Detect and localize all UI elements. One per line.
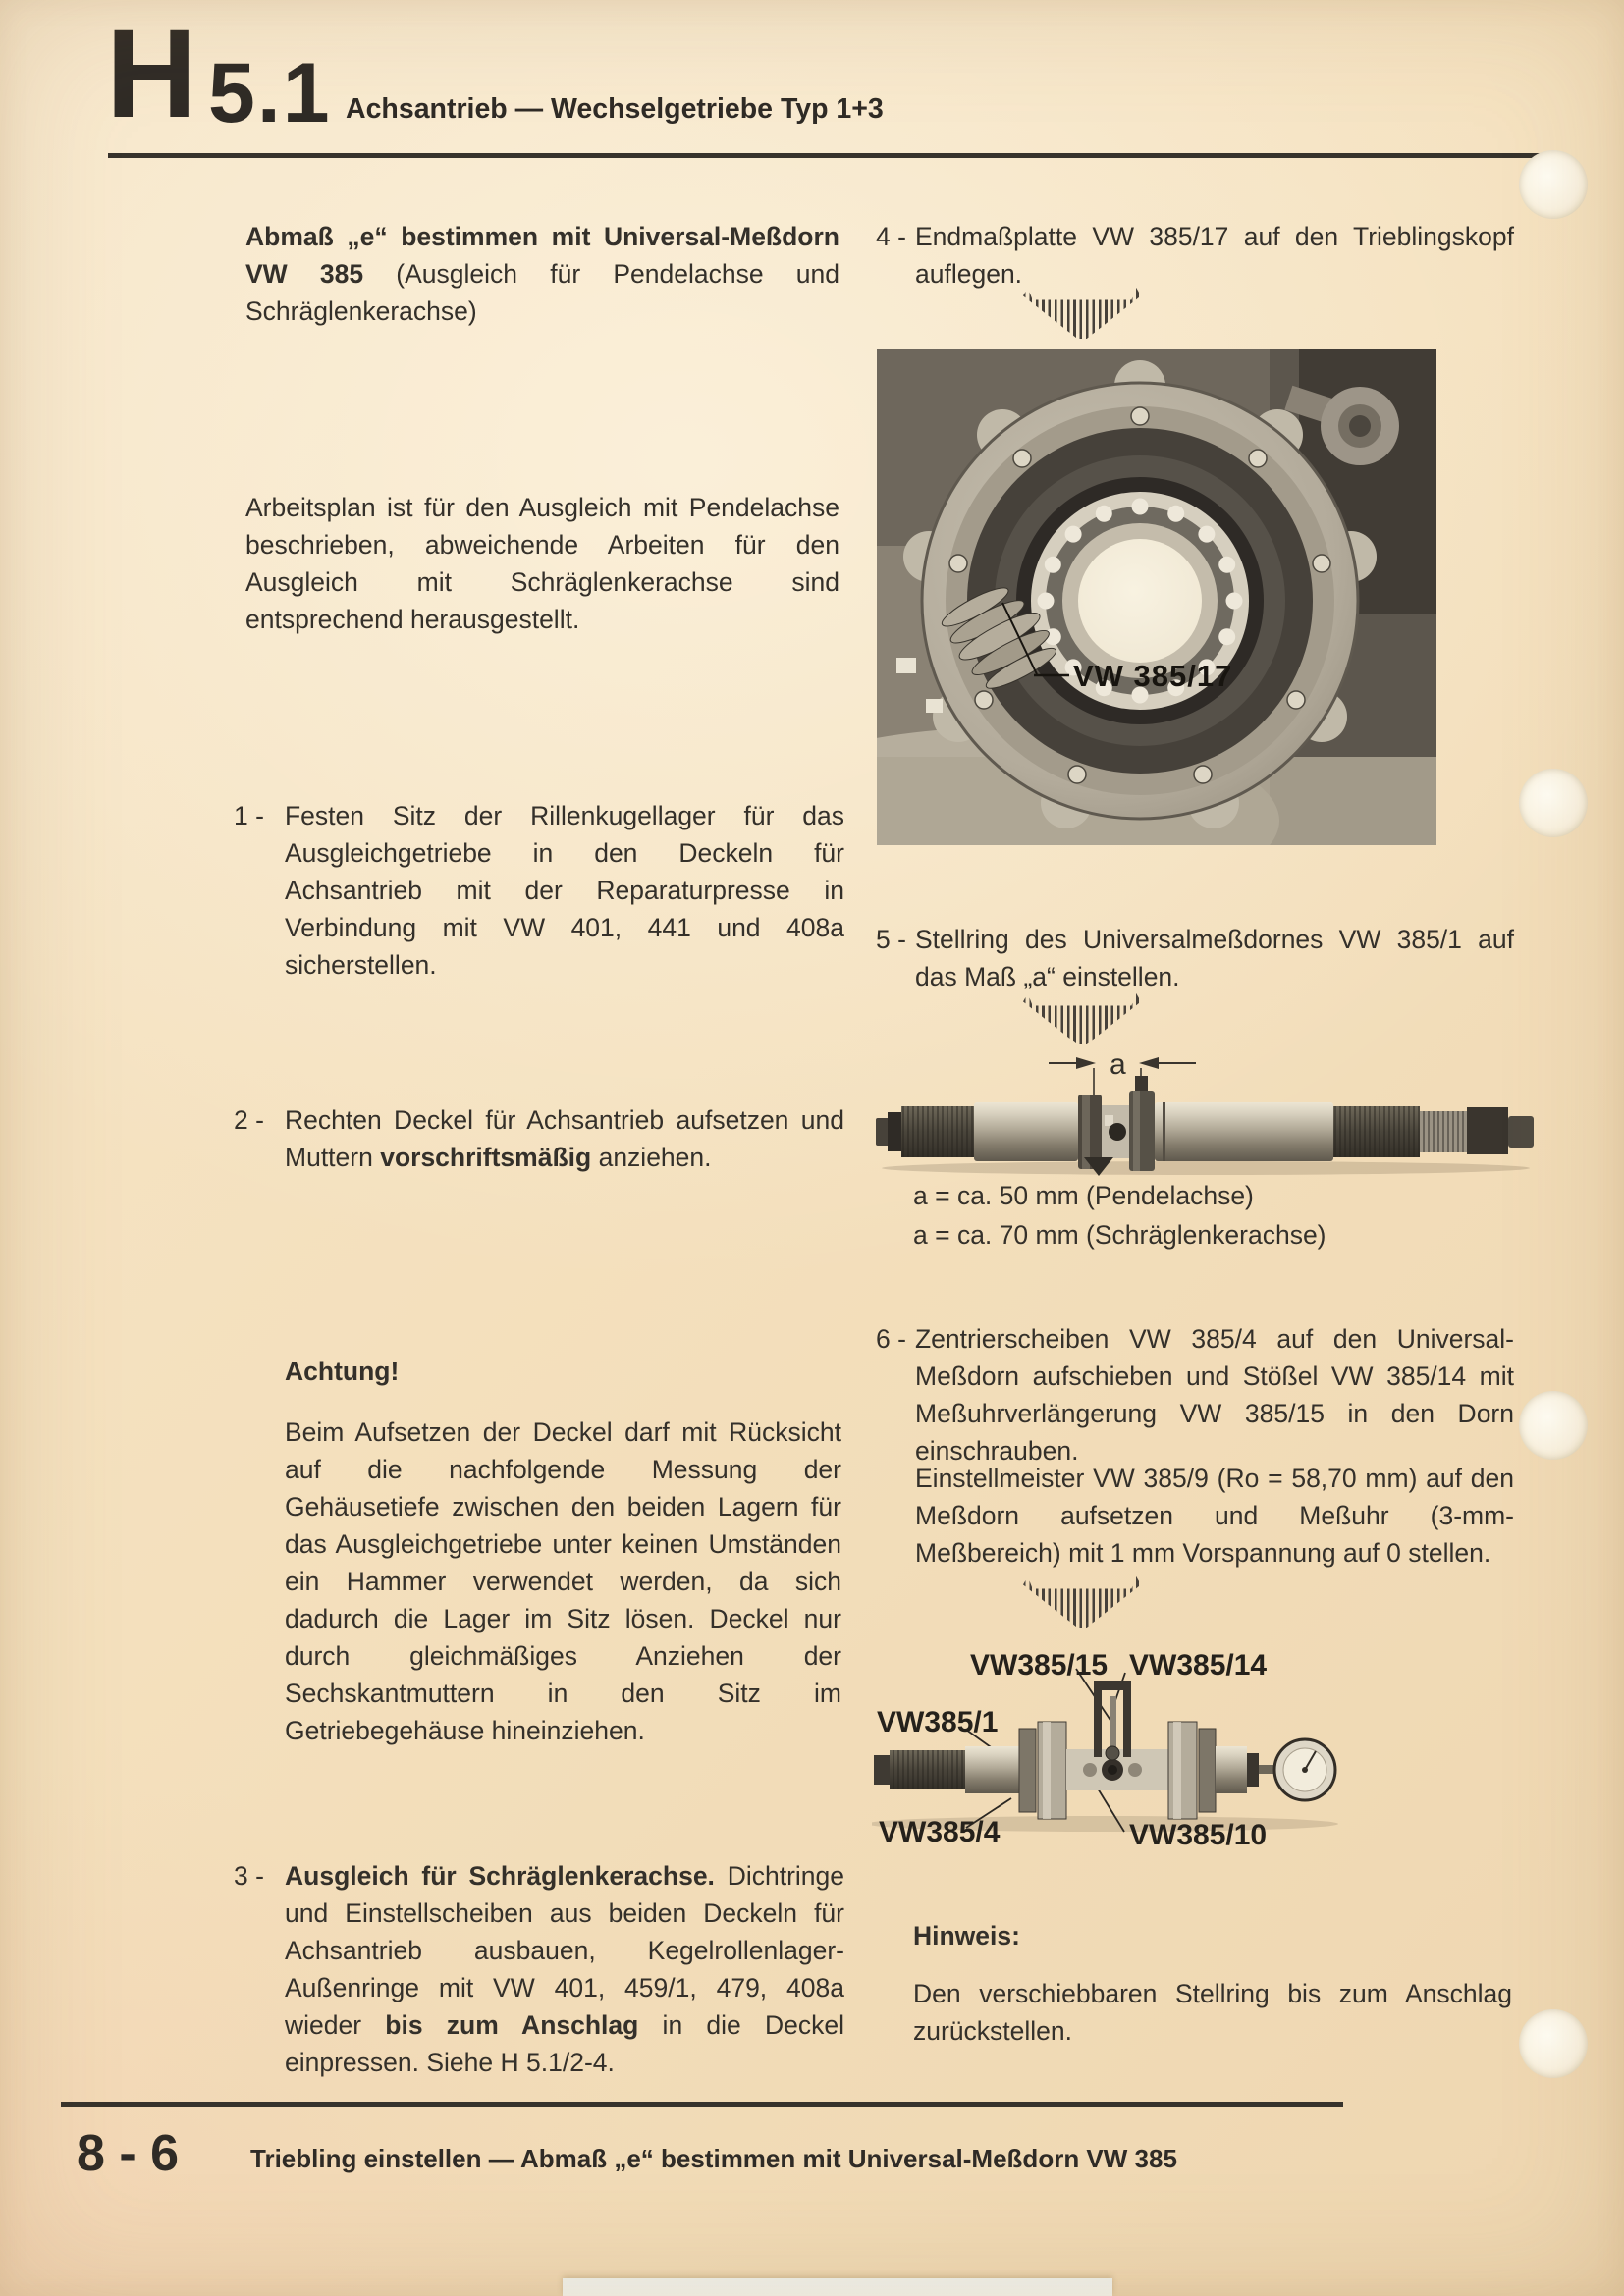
hint-body: Den verschiebbaren Stellring bis zum Anschlag zurückstellen.: [913, 1979, 1512, 2046]
step-number: 2 -: [234, 1105, 264, 1135]
figure-label: VW385/1: [877, 1706, 999, 1738]
step-text: [285, 1857, 844, 2081]
workplan-paragraph: Arbeitsplan ist für den Ausgleich mit Pendelachse beschrieben, abweichende Arbeiten für den Ausgleich mit Schräglenkerachse sind entsprechend herausgestellt.: [245, 493, 839, 634]
step-text: Festen Sitz der Rillenkugellager für das Ausgleichgetriebe in den Deckeln für Achsantrieb mit der Reparaturpresse in Verbindung mit VW 401, 441 und 408a sicherstellen.: [285, 801, 844, 980]
step-number: 1 -: [234, 801, 264, 830]
step-text-regular: Dichtringe und Einstellscheiben aus beiden Deckeln für Achsantrieb ausbauen, Kegelrollenlager-Außenringe mit VW 401, 459/1, 479, 408a wieder: [285, 1861, 844, 2040]
step-text: Stellring des Universalmeßdornes VW 385/1 auf das Maß „a“ einstellen.: [915, 925, 1514, 991]
step-text-bold: vorschriftsmäßig: [380, 1143, 592, 1172]
punch-hole: [1519, 150, 1588, 219]
attention-heading: Achtung!: [285, 1357, 400, 1386]
step-text-regular: Rechten Deckel für Achsantrieb aufsetzen und Muttern: [285, 1105, 844, 1172]
header-divider: [108, 153, 1551, 158]
dimension-arrowhead: [1076, 1057, 1096, 1069]
footer-caption: Triebling einstellen — Abmaß „e“ bestimmen mit Universal-Meßdorn VW 385: [250, 2144, 1177, 2173]
footer-divider: [61, 2102, 1343, 2107]
step-text-bold: bis zum Anschlag: [385, 2010, 639, 2040]
mandrel-rod: [876, 1076, 1534, 1176]
dimension-letter: a: [1110, 1048, 1126, 1081]
step-item-1: [234, 797, 844, 984]
step-text: Zentrierscheiben VW 385/4 auf den Universal-Meßdorn aufschieben und Stößel VW 385/14 mit Meßuhrverlängerung VW 385/15 in den Dorn einschrauben.: [915, 1324, 1514, 1466]
step-item-6-continued: Einstellmeister VW 385/9 (Ro = 58,70 mm) auf den Meßdorn aufsetzen und Meßuhr (3-mm-Meßbereich) mit 1 mm Vorspannung auf 0 stellen.: [915, 1464, 1514, 1568]
step-number: 6 -: [876, 1324, 906, 1354]
section-code: 5.1: [208, 46, 332, 140]
figure-label: VW385/4: [879, 1816, 1001, 1848]
rod-shadow: [882, 1161, 1530, 1175]
section-letter: H: [106, 4, 194, 144]
intro-regular-text: (Ausgleich für Pendelachse und Schräglenkerachse): [245, 259, 839, 326]
hint-heading: Hinweis:: [913, 1921, 1020, 1950]
step-item-2: [234, 1101, 844, 1176]
dimension-value-schraeglenkerachse: a = ca. 70 mm (Schräglenkerachse): [913, 1220, 1326, 1250]
photo-gearbox-housing: [877, 349, 1436, 845]
step-text: [285, 1101, 844, 1176]
punch-hole: [1519, 2009, 1588, 2078]
dimension-value-pendelachse: a = ca. 50 mm (Pendelachse): [913, 1181, 1254, 1210]
intro-bold-text: Abmaß „e“ bestimmen mit Universal-Meßdorn VW 385: [245, 222, 839, 289]
step-text-regular: anziehen.: [591, 1143, 712, 1172]
step-text-regular: in die Deckel einpressen. Siehe H 5.1/2-4.: [285, 2010, 844, 2077]
step-number: 4 -: [876, 222, 906, 251]
step-item-6: [876, 1320, 1514, 1469]
page-title: Achsantrieb — Wechselgetriebe Typ 1+3: [346, 93, 884, 125]
striped-arrow-down-icon: [1023, 288, 1141, 339]
measuring-plate-hole: [1078, 539, 1202, 663]
page-number: 8 - 6: [77, 2125, 180, 2182]
figure-label: VW385/10: [1129, 1819, 1268, 1851]
striped-arrow-down-icon: [1023, 993, 1141, 1044]
dimension-arrowhead: [1139, 1057, 1159, 1069]
punch-hole: [1519, 1391, 1588, 1460]
figure-mandrel-dimension-a: [872, 1046, 1554, 1179]
step-item-3: [234, 1857, 844, 2081]
attention-body: Beim Aufsetzen der Deckel darf mit Rücksicht auf die nachfolgende Messung der Gehäusetiefe zwischen den beiden Lagern für das Ausgleichgetriebe unter keinen Umständen ein Hammer verwendet werden, da sich dadurch die Lager im Sitz lösen. Deckel nur durch gleichmäßiges Anziehen der Sechskantmuttern in den Sitz im Getriebegehäuse hineinziehen.: [285, 1417, 841, 1745]
intro-paragraph: [245, 218, 839, 330]
step-number: 5 -: [876, 925, 906, 954]
reflection: [896, 658, 916, 673]
striped-arrow-down-icon: [1023, 1576, 1141, 1628]
step-text: Endmaßplatte VW 385/17 auf den Trieblingskopf auflegen.: [915, 222, 1514, 289]
figure-label: VW385/15: [970, 1649, 1109, 1682]
figure-mandrel-assembly: [872, 1645, 1554, 1900]
step-item-4: [876, 218, 1514, 293]
step-text-bold: Ausgleich für Schräglenkerachse.: [285, 1861, 715, 1891]
photo-tool-label: VW 385/17: [1073, 659, 1233, 693]
scan-edge-artifact: [563, 2278, 1112, 2296]
reflection: [926, 699, 943, 713]
dimension-values: [913, 1176, 1326, 1255]
step-number: 3 -: [234, 1861, 264, 1891]
step-item-5: [876, 921, 1514, 995]
figure-label: VW385/14: [1129, 1649, 1268, 1682]
punch-hole: [1519, 769, 1588, 837]
